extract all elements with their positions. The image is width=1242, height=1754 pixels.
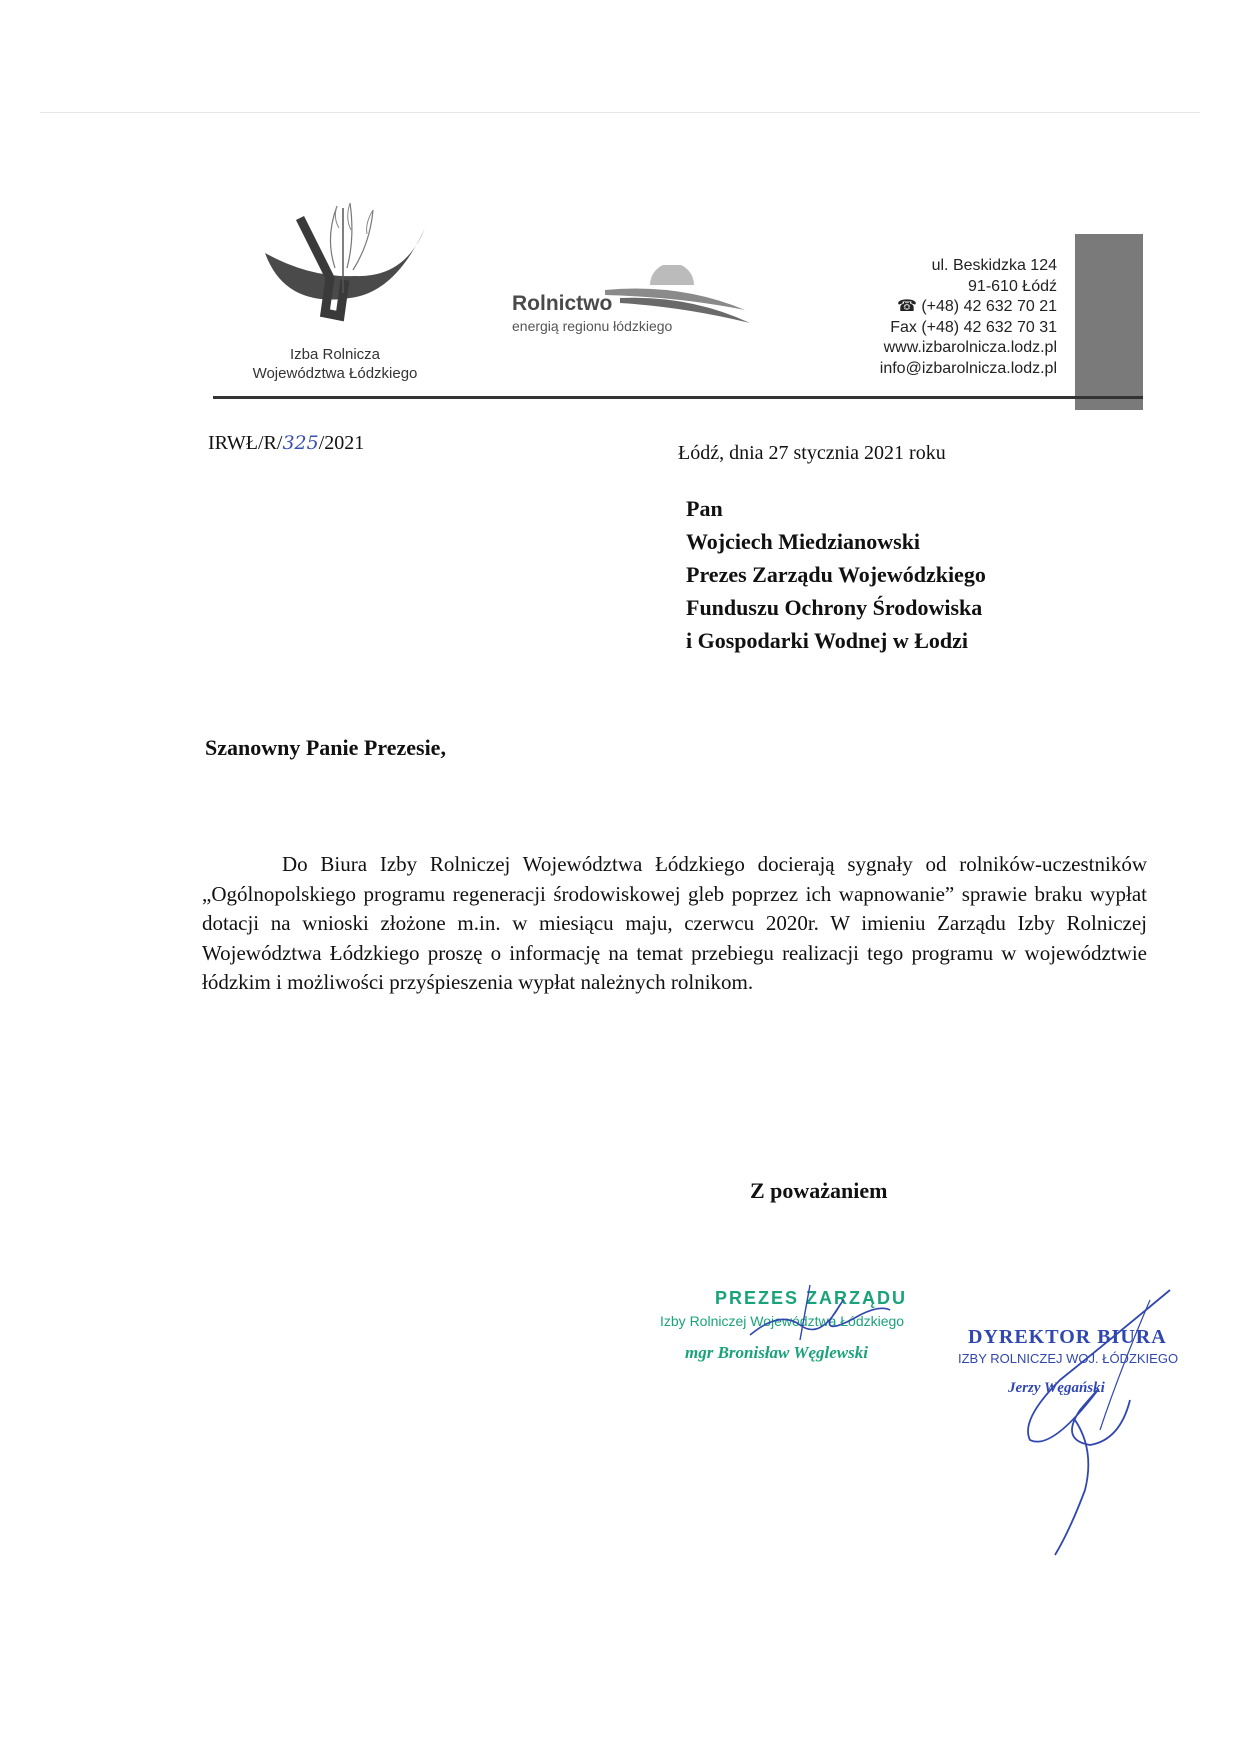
letter-body: [202, 850, 1147, 998]
org-name: [225, 345, 445, 383]
addressee-line: i Gospodarki Wodnej w Łodzi: [686, 628, 968, 653]
letterhead: [0, 0, 1242, 420]
fax-number: Fax (+48) 42 632 70 31: [890, 318, 1057, 336]
director-title: DYREKTOR BIURA: [968, 1326, 1167, 1348]
ref-handwritten-number: 325: [282, 432, 319, 454]
izba-rolnicza-logo: [255, 198, 435, 348]
rolnictwo-title: Rolnictwo: [512, 292, 613, 315]
president-name: mgr Bronisław Węglewski: [685, 1343, 868, 1362]
addressee-block: [686, 492, 986, 657]
body-paragraph: Do Biura Izby Rolniczej Województwa Łódzkiego docierają sygnały od rolników-uczestników „Ogólnopolskiego programu regeneracji środowiskowej gleb poprzez ich wapnowanie” sprawie braku wypłat dotacji na wnioski złożone m.in. w miesiącu maju, czerwcu 2020r. W imieniu Zarządu Izby Rolniczej Województwa Łódzkiego proszę o informację na temat przebiegu realizacji tego programu w województwie łódzkim i możliwości przyśpieszenia wypłat należnych rolnikom.: [202, 852, 1147, 994]
email: info@izbarolnicza.lodz.pl: [879, 359, 1057, 377]
website: www.izbarolnicza.lodz.pl: [883, 339, 1057, 356]
addressee-line: Funduszu Ochrony Środowiska: [686, 595, 983, 620]
org-name-line1: Izba Rolnicza: [289, 346, 381, 363]
salutation: Szanowny Panie Prezesie,: [205, 735, 446, 760]
closing: Z poważaniem: [750, 1178, 888, 1203]
ref-prefix: IRWŁ/R/: [208, 432, 283, 454]
letterhead-rule: [213, 396, 1143, 399]
director-name: Jerzy Węgański: [1008, 1380, 1105, 1396]
addressee-line: Pan: [686, 496, 723, 521]
ref-suffix: /2021: [318, 432, 365, 454]
director-signature: [1000, 1280, 1200, 1560]
address-line1: ul. Beskidzka 124: [931, 257, 1057, 274]
rolnictwo-subtitle: energią regionu łódzkiego: [512, 318, 673, 334]
addressee-line: Wojciech Miedzianowski: [686, 529, 921, 554]
president-stamp: [660, 1288, 960, 1363]
president-title: PREZES ZARZĄDU: [715, 1288, 908, 1308]
address-line2: 91-610 Łódź: [968, 277, 1057, 295]
addressee-line: Prezes Zarządu Wojewódzkiego: [686, 562, 986, 587]
org-name-line2: Województwa Łódzkiego: [252, 365, 418, 382]
reference-number: [208, 432, 364, 455]
contact-block: [880, 256, 1057, 379]
letterhead-side-bar: [1075, 234, 1143, 410]
president-org: Izby Rolniczej Województwa Łódzkiego: [660, 1313, 905, 1329]
date-line: Łódź, dnia 27 stycznia 2021 roku: [678, 442, 946, 464]
director-stamp: [958, 1326, 1198, 1397]
director-org: IZBY ROLNICZEJ WOJ. ŁÓDZKIEGO: [958, 1351, 1179, 1366]
phone-number: ☎ (+48) 42 632 70 21: [896, 298, 1057, 315]
